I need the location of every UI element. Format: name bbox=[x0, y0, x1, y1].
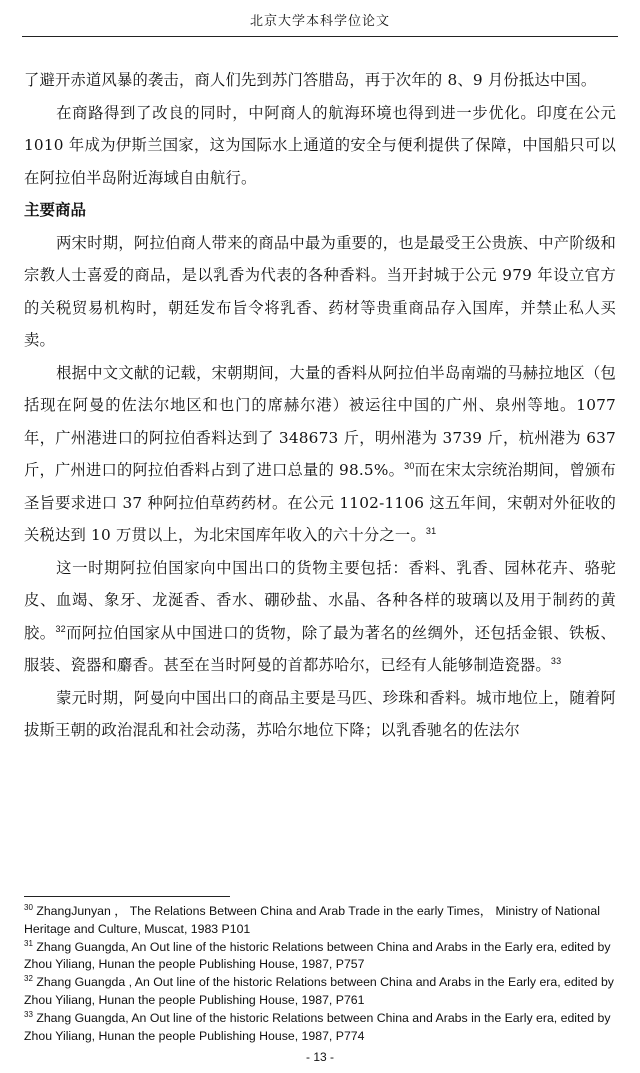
footnote-divider bbox=[24, 896, 230, 897]
footnote-ref-33: 33 bbox=[550, 655, 562, 666]
footnote-ref-32: 32 bbox=[55, 623, 66, 634]
footnote bbox=[24, 903, 618, 939]
footnote-ref-31: 31 bbox=[425, 525, 437, 536]
section-heading: 主要商品 bbox=[24, 200, 87, 219]
paragraph-6: 蒙元时期，阿曼向中国出口的商品主要是马匹、珍珠和香料。城市地位上，随着阿拔斯王朝的政治混乱和社会动荡，苏哈尔地位下降；以乳香驰名的佐法尔 bbox=[24, 688, 616, 739]
footnotes bbox=[24, 903, 618, 1045]
paragraph-5-text-b: 而阿拉伯国家从中国进口的货物，除了最为著名的丝绸外，还包括金银、铁板、服装、瓷器和麝香。甚至在当时阿曼的首都苏哈尔，已经有人能够制造瓷器。 bbox=[24, 623, 616, 674]
paragraph-5-text-a: 这一时期阿拉伯国家向中国出口的货物主要包括：香料、乳香、园林花卉、骆驼皮、血竭、象牙、龙涎香、香水、硼砂盐、水晶、各种各样的玻璃以及用于制药的黄胶。 bbox=[24, 558, 616, 642]
footnote-ref-30: 30 bbox=[404, 460, 415, 471]
paragraph-1: 了避开赤道风暴的袭击，商人们先到苏门答腊岛，再于次年的 8、9 月份抵达中国。 bbox=[24, 71, 597, 89]
footnote-text: Zhang Guangda , An Out line of the historic Relations between China and Arabs in the Early era, edited by Zhou Yiliang, Hunan the people Publishing House, 1987, P761 bbox=[24, 975, 614, 1007]
footnote-text: ZhangJunyan ， The Relations Between China and Arab Trade in the early Times， Ministry of National Heritage and Culture, Muscat, 1983 P101 bbox=[24, 904, 600, 936]
footnote bbox=[24, 939, 618, 975]
paragraph-4 bbox=[24, 357, 616, 552]
footnote-number: 33 bbox=[24, 1009, 33, 1019]
paragraph-4-text-a: 根据中文文献的记载，宋朝期间，大量的香料从阿拉伯半岛南端的马赫拉地区（包括现在阿曼的佐法尔地区和也门的席赫尔港）被运往中国的广州、泉州等地。1077 年，广州港进口的阿拉伯香料达到了 348673 斤，明州港为 3739 斤，杭州港为 637 斤，广州进口的阿拉伯香料占到了进口总量的 98.5%。 bbox=[24, 363, 616, 479]
main-text bbox=[24, 64, 616, 747]
page-number: - 13 - bbox=[305, 1050, 334, 1064]
footnote bbox=[24, 1010, 618, 1046]
page-header bbox=[22, 10, 618, 37]
paragraph-3: 两宋时期，阿拉伯商人带来的商品中最为重要的，也是最受王公贵族、中产阶级和宗教人士喜爱的商品，是以乳香为代表的各种香料。当开封城于公元 979 年设立官方的关税贸易机构时，朝廷发布旨令将乳香、药材等贵重商品存入国库，并禁止私人买卖。 bbox=[24, 233, 616, 349]
footnote-number: 31 bbox=[24, 938, 33, 948]
footnote-text: Zhang Guangda, An Out line of the historic Relations between China and Arabs in the Early era, edited by Zhou Yiliang, Hunan the people Publishing House, 1987, P774 bbox=[24, 1010, 611, 1043]
footnote-number: 30 bbox=[24, 902, 33, 912]
footnote bbox=[24, 974, 618, 1010]
paragraph-2: 在商路得到了改良的同时，中阿商人的航海环境也得到进一步优化。印度在公元 1010 年成为伊斯兰国家，这为国际水上通道的安全与便利提供了保障，中国船只可以在阿拉伯半岛附近海域自由航行。 bbox=[24, 103, 616, 187]
paragraph-5 bbox=[24, 552, 616, 682]
footnote-text: Zhang Guangda, An Out line of the historic Relations between China and Arabs in the Early era, edited by Zhou Yiliang, Hunan the people Publishing House, 1987, P757 bbox=[24, 939, 611, 972]
paragraph-4-text-b: 而在宋太宗统治期间，曾颁布圣旨要求进口 37 种阿拉伯草药药材。在公元 1102-1106 这五年间，宋朝对外征收的关税达到 10 万贯以上，为北宋国库年收入的六十分之一。 bbox=[24, 461, 616, 544]
footnote-number: 32 bbox=[24, 974, 33, 984]
header-title: 北京大学本科学位论文 bbox=[249, 14, 390, 29]
